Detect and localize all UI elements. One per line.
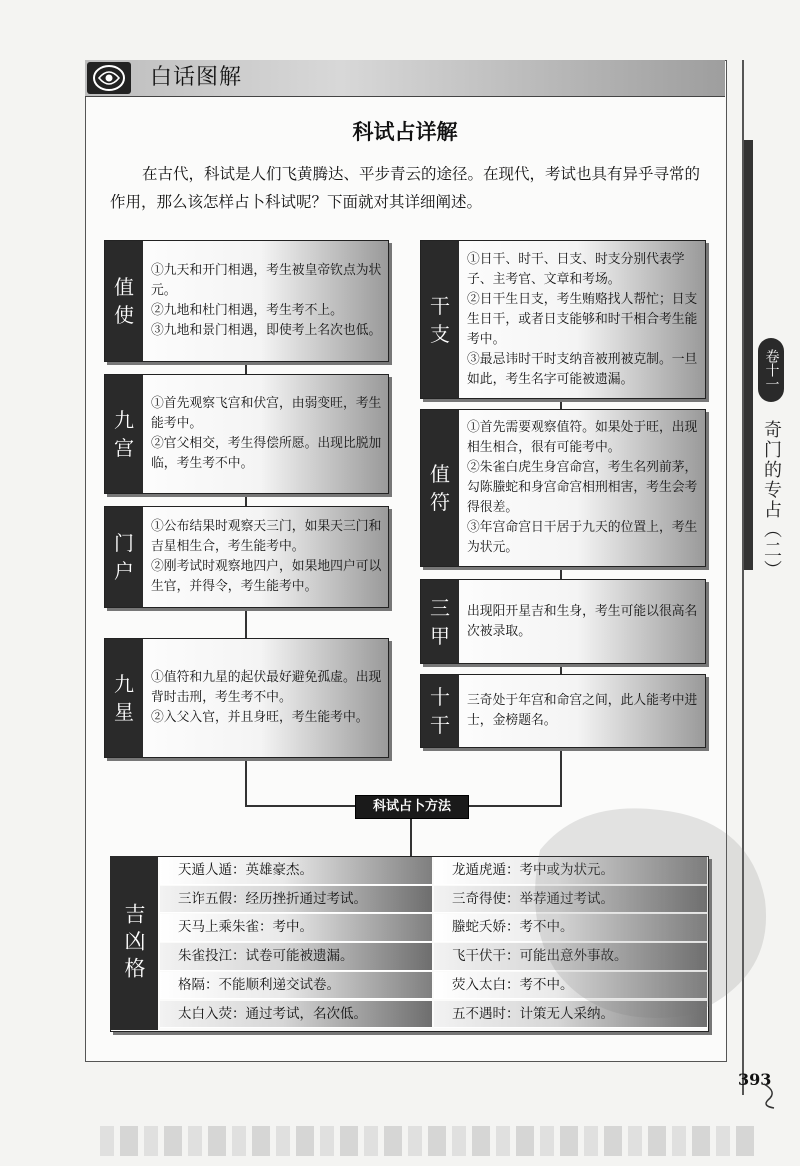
card-label: 九 宫 (105, 375, 143, 493)
chapter-badge: 卷十一 (758, 338, 784, 402)
card-text: ①日干、时干、日支、时支分别代表学子、主考官、文章和考场。 ②日干生日支，考生贿赂找人帮忙；日支生日干，或者日支能够和时干相合考生能考中。 ③最忌讳时干时支纳音被刑被克制。一旦如此，考生名字可能被遗漏。 (467, 251, 698, 387)
jixiong-cell: 太白入荧：通过考试，名次低。 (160, 1001, 432, 1029)
jixiong-cell: 天遁人遁：英雄豪杰。 (160, 857, 432, 885)
page-title: 科试占详解 (352, 120, 458, 144)
card-text: 出现阳开星吉和生身，考生可能以很高名次被录取。 (467, 603, 698, 639)
jixiong-cell: 格隔：不能顺利递交试卷。 (160, 972, 432, 1000)
jixiong-cell: 三诈五假：经历挫折通过考试。 (160, 886, 432, 914)
card-label: 九 星 (105, 639, 143, 757)
header-label: 白话图解 (150, 65, 243, 90)
card-zhishi (104, 240, 389, 362)
jixiong-cell: 龙遁虎遁：考中或为状元。 (434, 857, 707, 885)
jixiong-cell: 荧入太白：考不中。 (434, 972, 707, 1000)
seal-watermark (520, 790, 780, 1034)
scroll-emblem-icon (87, 62, 131, 94)
card-label: 值 使 (105, 241, 143, 361)
jixiong-label: 吉凶格 (110, 856, 158, 1030)
card-shigan (420, 674, 706, 748)
card-text: ①公布结果时观察天三门，如果天三门和吉星相生合，考生能考中。 ②刚考试时观察地四户，如果地四户可以生官，并得令，考生能考中。 (151, 519, 382, 594)
card-menhu (104, 506, 389, 608)
card-text: ①值符和九星的起伏最好避免孤虚。出现背时击刑，考生考不中。 ②入父入官，并且身旺，考生能考中。 (151, 670, 382, 725)
card-label: 干 支 (421, 241, 459, 398)
side-bar (744, 140, 753, 570)
method-label: 科试占卜方法 (355, 795, 469, 819)
jixiong-cell: 三奇得使：举荐通过考试。 (434, 886, 707, 914)
scan-artifact (100, 1126, 760, 1156)
card-text: 三奇处于年宫和命宫之间，此人能考中进士，金榜题名。 (467, 693, 698, 728)
card-text: ①首先观察飞宫和伏宫，由弱变旺，考生能考中。 ②官父相交，考生得偿所愿。出现比脱加临，考生考不中。 (151, 396, 382, 471)
page-number: 393 (738, 1070, 772, 1089)
jixiong-cell: 飞干伏干：可能出意外事故。 (434, 943, 707, 971)
jixiong-cell: 螣蛇夭娇：考不中。 (434, 914, 707, 942)
jixiong-cell: 朱雀投江：试卷可能被遗漏。 (160, 943, 432, 971)
card-zhifu (420, 409, 706, 567)
intro-paragraph: 在古代，科试是人们飞黄腾达、平步青云的途径。在现代，考试也具有异乎寻常的作用，那么该怎样占卜科试呢？下面就对其详细阐述。 (110, 165, 701, 211)
card-ganzhi (420, 240, 706, 399)
card-label: 十 干 (421, 675, 459, 747)
card-jiugong (104, 374, 389, 494)
card-label: 三 甲 (421, 580, 459, 663)
card-label: 值 符 (421, 410, 459, 566)
jixiong-cell: 天马上乘朱雀：考中。 (160, 914, 432, 942)
card-text: ①首先需要观察值符。如果处于旺，出现相生相合，很有可能考中。 ②朱雀白虎生身宫命宫，考生名列前茅，勾陈螣蛇和身宫命宫相刑相害，考生会考得很差。 ③年宫命宫日干居于九天的位置上，考生为状元。 (467, 420, 698, 555)
page-curl-icon (760, 1082, 784, 1114)
card-sanjia (420, 579, 706, 664)
card-label: 门 户 (105, 507, 143, 607)
card-text: ①九天和开门相遇，考生被皇帝钦点为状元。 ②九地和杜门相遇，考生考不上。 ③九地和景门相遇，即使考上名次也低。 (151, 263, 382, 338)
card-jiuxing (104, 638, 389, 758)
chapter-title: 奇门的专占（二） (761, 420, 782, 580)
jixiong-cell: 五不遇时：计策无人采纳。 (434, 1001, 707, 1029)
